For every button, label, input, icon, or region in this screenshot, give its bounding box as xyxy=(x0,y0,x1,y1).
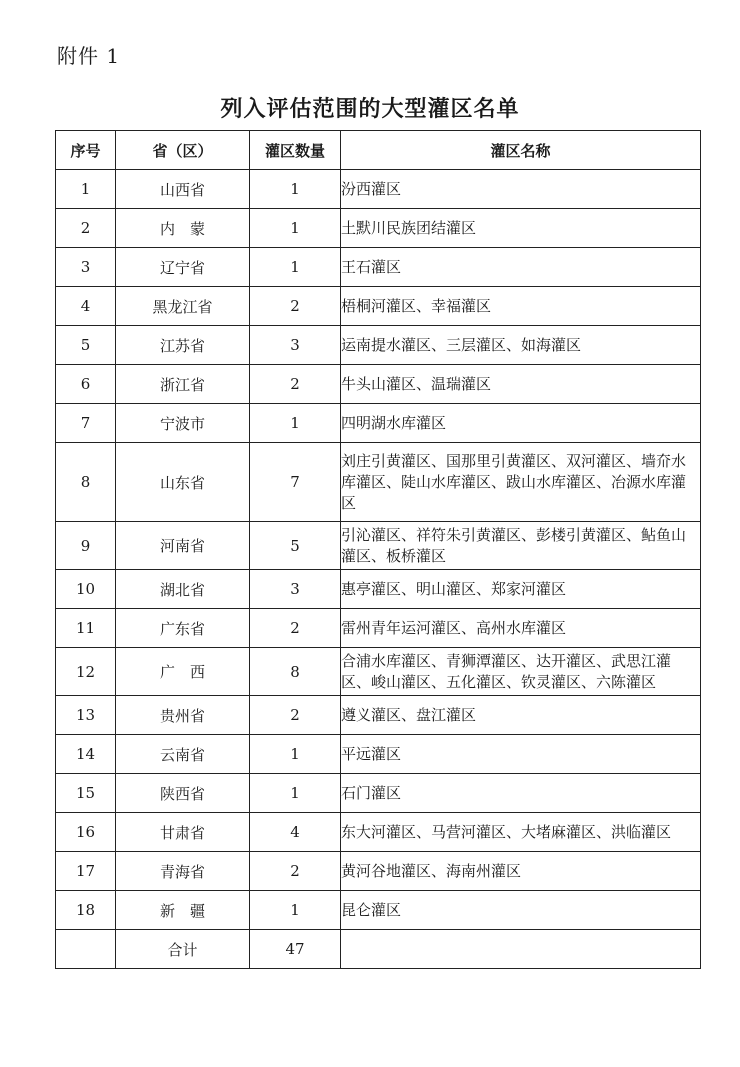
row-count: 3 xyxy=(250,570,341,609)
row-names: 王石灌区 xyxy=(341,248,701,287)
row-count: 2 xyxy=(250,287,341,326)
table-row xyxy=(56,522,701,570)
row-no: 11 xyxy=(56,609,116,648)
row-province: 甘肃省 xyxy=(116,813,250,852)
row-province: 浙江省 xyxy=(116,365,250,404)
row-names: 运南提水灌区、三层灌区、如海灌区 xyxy=(341,326,701,365)
header-names: 灌区名称 xyxy=(341,131,701,170)
table-row xyxy=(56,570,701,609)
row-names: 引沁灌区、祥符朱引黄灌区、彭楼引黄灌区、鲇鱼山灌区、板桥灌区 xyxy=(341,522,701,570)
row-province: 贵州省 xyxy=(116,696,250,735)
total-row xyxy=(56,930,701,969)
row-names: 黄河谷地灌区、海南州灌区 xyxy=(341,852,701,891)
row-names: 牛头山灌区、温瑞灌区 xyxy=(341,365,701,404)
table-row xyxy=(56,326,701,365)
row-names: 东大河灌区、马营河灌区、大堵麻灌区、洪临灌区 xyxy=(341,813,701,852)
row-count: 7 xyxy=(250,443,341,522)
row-count: 2 xyxy=(250,365,341,404)
row-no: 16 xyxy=(56,813,116,852)
row-no: 9 xyxy=(56,522,116,570)
row-province: 青海省 xyxy=(116,852,250,891)
row-province: 广 西 xyxy=(116,648,250,696)
row-no: 8 xyxy=(56,443,116,522)
table-row xyxy=(56,648,701,696)
row-no: 15 xyxy=(56,774,116,813)
row-province: 黑龙江省 xyxy=(116,287,250,326)
row-no: 2 xyxy=(56,209,116,248)
header-count: 灌区数量 xyxy=(250,131,341,170)
row-count: 2 xyxy=(250,609,341,648)
table-row xyxy=(56,287,701,326)
row-no: 18 xyxy=(56,891,116,930)
row-count: 4 xyxy=(250,813,341,852)
row-province: 新 疆 xyxy=(116,891,250,930)
row-names: 土默川民族团结灌区 xyxy=(341,209,701,248)
row-names: 惠亭灌区、明山灌区、郑家河灌区 xyxy=(341,570,701,609)
row-no: 4 xyxy=(56,287,116,326)
row-count: 2 xyxy=(250,696,341,735)
row-count: 1 xyxy=(250,209,341,248)
total-no-cell xyxy=(56,930,116,969)
table-row xyxy=(56,209,701,248)
total-count: 47 xyxy=(250,930,341,969)
row-names: 遵义灌区、盘江灌区 xyxy=(341,696,701,735)
attachment-label: 附件 1 xyxy=(57,44,121,68)
row-province: 湖北省 xyxy=(116,570,250,609)
table-row xyxy=(56,443,701,522)
table-row xyxy=(56,852,701,891)
row-count: 1 xyxy=(250,891,341,930)
row-count: 1 xyxy=(250,774,341,813)
row-names: 石门灌区 xyxy=(341,774,701,813)
row-province: 河南省 xyxy=(116,522,250,570)
table-row xyxy=(56,891,701,930)
row-no: 14 xyxy=(56,735,116,774)
total-label: 合计 xyxy=(116,930,250,969)
table-row xyxy=(56,813,701,852)
row-province: 辽宁省 xyxy=(116,248,250,287)
row-no: 13 xyxy=(56,696,116,735)
table-row xyxy=(56,248,701,287)
row-names: 雷州青年运河灌区、高州水库灌区 xyxy=(341,609,701,648)
row-no: 1 xyxy=(56,170,116,209)
table-row xyxy=(56,365,701,404)
row-province: 山西省 xyxy=(116,170,250,209)
row-names: 平远灌区 xyxy=(341,735,701,774)
table-row xyxy=(56,609,701,648)
row-province: 云南省 xyxy=(116,735,250,774)
table-row xyxy=(56,774,701,813)
row-names: 刘庄引黄灌区、国那里引黄灌区、双河灌区、墙夼水库灌区、陡山水库灌区、跋山水库灌区、冶源水库灌区 xyxy=(341,443,701,522)
row-no: 10 xyxy=(56,570,116,609)
row-province: 山东省 xyxy=(116,443,250,522)
header-province: 省（区） xyxy=(116,131,250,170)
table-row xyxy=(56,696,701,735)
row-no: 3 xyxy=(56,248,116,287)
row-province: 陕西省 xyxy=(116,774,250,813)
row-province: 江苏省 xyxy=(116,326,250,365)
row-count: 5 xyxy=(250,522,341,570)
row-no: 5 xyxy=(56,326,116,365)
table-row xyxy=(56,404,701,443)
row-count: 1 xyxy=(250,248,341,287)
row-count: 1 xyxy=(250,404,341,443)
table-header-row xyxy=(56,131,701,170)
row-names: 汾西灌区 xyxy=(341,170,701,209)
row-no: 17 xyxy=(56,852,116,891)
row-province: 宁波市 xyxy=(116,404,250,443)
row-names: 合浦水库灌区、青狮潭灌区、达开灌区、武思江灌区、峻山灌区、五化灌区、钦灵灌区、六陈灌区 xyxy=(341,648,701,696)
document-title: 列入评估范围的大型灌区名单 xyxy=(220,97,520,122)
row-no: 12 xyxy=(56,648,116,696)
row-no: 7 xyxy=(56,404,116,443)
row-no: 6 xyxy=(56,365,116,404)
row-province: 内 蒙 xyxy=(116,209,250,248)
row-count: 1 xyxy=(250,170,341,209)
row-count: 3 xyxy=(250,326,341,365)
table-row xyxy=(56,170,701,209)
row-count: 8 xyxy=(250,648,341,696)
row-count: 1 xyxy=(250,735,341,774)
row-names: 四明湖水库灌区 xyxy=(341,404,701,443)
row-names: 梧桐河灌区、幸福灌区 xyxy=(341,287,701,326)
row-province: 广东省 xyxy=(116,609,250,648)
row-names: 昆仑灌区 xyxy=(341,891,701,930)
total-names-cell xyxy=(341,930,701,969)
irrigation-district-table xyxy=(55,130,701,969)
row-count: 2 xyxy=(250,852,341,891)
header-no: 序号 xyxy=(56,131,116,170)
table-row xyxy=(56,735,701,774)
